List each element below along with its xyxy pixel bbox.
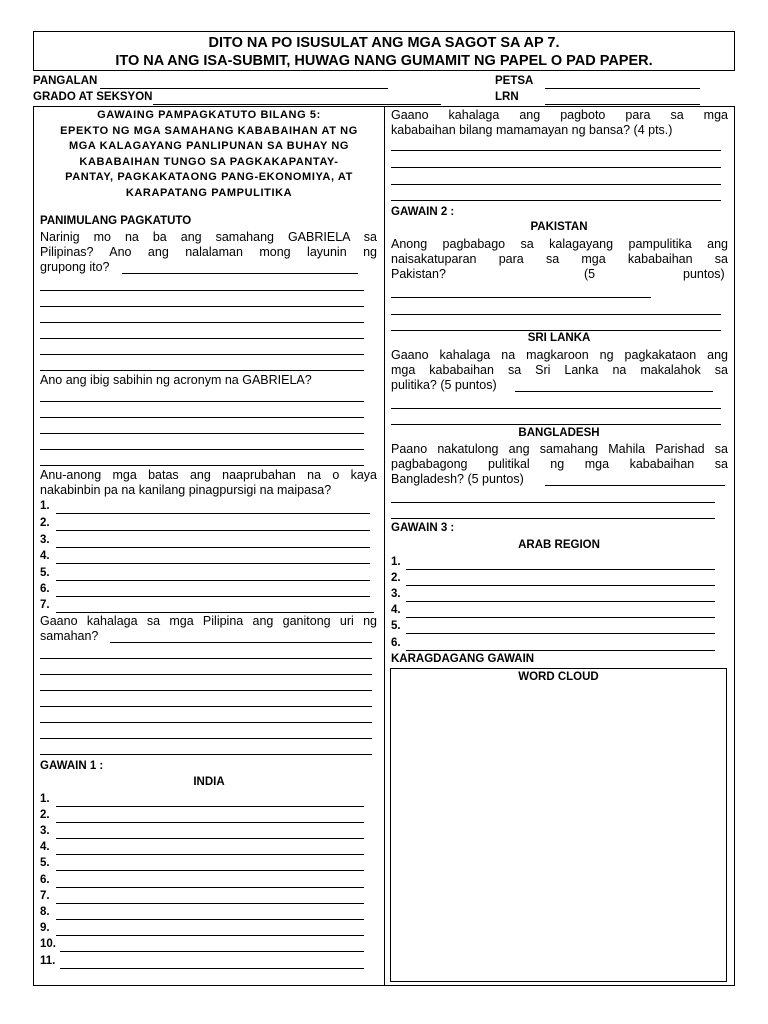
answer-line[interactable] bbox=[40, 465, 364, 466]
answer-line[interactable] bbox=[56, 530, 370, 531]
q3-num: 6. bbox=[40, 583, 50, 595]
arab-num: 4. bbox=[391, 604, 401, 616]
answer-line[interactable] bbox=[391, 150, 721, 151]
arab-num: 3. bbox=[391, 588, 401, 600]
bangladesh-heading: BANGLADESH bbox=[518, 427, 600, 439]
india-num: 10. bbox=[40, 938, 56, 950]
answer-line[interactable] bbox=[545, 485, 725, 486]
q1-line2: Pilipinas? Ano ang nalalaman mong layunin ng bbox=[40, 245, 377, 259]
q4-line2: samahan? bbox=[40, 629, 99, 643]
answer-line[interactable] bbox=[40, 290, 364, 291]
pakistan-q-line3b: (5 bbox=[584, 267, 596, 281]
answer-line[interactable] bbox=[56, 806, 364, 807]
pangalan-label: PANGALAN bbox=[33, 75, 98, 87]
answer-line[interactable] bbox=[56, 580, 370, 581]
india-num: 8. bbox=[40, 906, 50, 918]
answer-line[interactable] bbox=[40, 706, 372, 707]
bangladesh-q-line1: Paano nakatulong ang samahang Mahila Parishad sa bbox=[391, 442, 728, 456]
answer-line[interactable] bbox=[391, 200, 721, 201]
answer-line[interactable] bbox=[110, 642, 372, 643]
gawain2-heading: GAWAIN 2 : bbox=[391, 206, 455, 218]
india-num: 5. bbox=[40, 857, 50, 869]
gawain1-heading: GAWAIN 1 : bbox=[40, 760, 104, 772]
answer-line[interactable] bbox=[56, 547, 370, 548]
india-heading: INDIA bbox=[193, 776, 225, 788]
india-num: 9. bbox=[40, 922, 50, 934]
q3-num: 3. bbox=[40, 534, 50, 546]
answer-line[interactable] bbox=[40, 722, 372, 723]
lrn-field[interactable] bbox=[545, 104, 700, 105]
answer-line[interactable] bbox=[40, 754, 372, 755]
answer-line[interactable] bbox=[56, 563, 370, 564]
q4-line1: Gaano kahalaga sa mga Pilipina ang ganitong uri ng bbox=[40, 614, 377, 628]
pangalan-field[interactable] bbox=[100, 88, 388, 89]
q3-num: 1. bbox=[40, 500, 50, 512]
answer-line[interactable] bbox=[56, 596, 370, 597]
answer-line[interactable] bbox=[56, 822, 364, 823]
pakistan-heading: PAKISTAN bbox=[530, 221, 588, 233]
vote-q-line2: kababaihan bilang mamamayan ng bansa? (4 pts.) bbox=[391, 123, 673, 137]
answer-line[interactable] bbox=[56, 919, 364, 920]
bangladesh-q-line3: Bangladesh? (5 puntos) bbox=[391, 472, 524, 486]
grado-label: GRADO AT SEKSYON bbox=[33, 91, 153, 103]
answer-line[interactable] bbox=[40, 322, 364, 323]
india-num: 3. bbox=[40, 825, 50, 837]
answer-line[interactable] bbox=[515, 391, 713, 392]
vote-q-line1: Gaano kahalaga ang pagboto para sa mga bbox=[391, 108, 728, 122]
header-line-2: ITO NA ANG ISA-SUBMIT, HUWAG NANG GUMAMIT NG PAPEL O PAD PAPER. bbox=[115, 53, 653, 69]
answer-line[interactable] bbox=[391, 184, 721, 185]
answer-line[interactable] bbox=[60, 951, 364, 952]
arab-num: 6. bbox=[391, 637, 401, 649]
answer-line[interactable] bbox=[56, 838, 364, 839]
arab-heading: ARAB REGION bbox=[518, 539, 600, 551]
answer-line[interactable] bbox=[391, 167, 721, 168]
q1-line1: Narinig mo na ba ang samahang GABRIELA sa bbox=[40, 230, 377, 244]
column-divider bbox=[384, 106, 385, 986]
india-num: 6. bbox=[40, 874, 50, 886]
answer-line[interactable] bbox=[406, 650, 715, 651]
answer-line[interactable] bbox=[406, 569, 715, 570]
answer-line[interactable] bbox=[406, 585, 715, 586]
answer-line[interactable] bbox=[56, 870, 364, 871]
answer-line[interactable] bbox=[56, 935, 364, 936]
q3-num: 4. bbox=[40, 550, 50, 562]
grado-field[interactable] bbox=[153, 104, 441, 105]
pakistan-q-line2: naisakatuparan para sa mga kababaihan sa bbox=[391, 252, 728, 266]
answer-line[interactable] bbox=[406, 601, 715, 602]
india-num: 4. bbox=[40, 841, 50, 853]
answer-line[interactable] bbox=[391, 424, 721, 425]
lrn-label: LRN bbox=[495, 91, 519, 103]
srilanka-q-line1: Gaano kahalaga na magkaroon ng pagkakataon ang bbox=[391, 348, 728, 362]
answer-line[interactable] bbox=[40, 658, 372, 659]
india-num: 1. bbox=[40, 793, 50, 805]
answer-line[interactable] bbox=[40, 674, 372, 675]
answer-line[interactable] bbox=[406, 617, 715, 618]
answer-line[interactable] bbox=[40, 338, 364, 339]
india-num: 2. bbox=[40, 809, 50, 821]
bangladesh-q-line2: pagbabagong pulitikal ng mga kababaihan sa bbox=[391, 457, 728, 471]
petsa-field[interactable] bbox=[545, 88, 700, 89]
answer-line[interactable] bbox=[40, 354, 364, 355]
answer-line[interactable] bbox=[56, 612, 374, 613]
answer-line[interactable] bbox=[56, 854, 364, 855]
answer-line[interactable] bbox=[40, 370, 364, 371]
gawain3-heading: GAWAIN 3 : bbox=[391, 522, 455, 534]
answer-line[interactable] bbox=[40, 690, 372, 691]
petsa-label: PETSA bbox=[495, 75, 534, 87]
india-num: 7. bbox=[40, 890, 50, 902]
answer-line[interactable] bbox=[40, 738, 372, 739]
answer-line[interactable] bbox=[406, 633, 715, 634]
header-box bbox=[33, 31, 735, 71]
q1-line3: grupong ito? bbox=[40, 260, 110, 274]
activity-title: GAWAING PAMPAGKATUTO BILANG 5: EPEKTO NG MGA SAMAHANG KABABAIHAN AT NG MGA KALAGAYANG PANLIPUNAN SA BUHAY NG KABABAIHAN TUNGO SA PAGKAKAPANTAY- PANTAY, PAGKAKATAONG PANG-EKONOMIYA, AT KARAPATANG PAMPULITIKA bbox=[60, 109, 358, 199]
q3-num: 5. bbox=[40, 567, 50, 579]
answer-line[interactable] bbox=[40, 306, 364, 307]
answer-line[interactable] bbox=[122, 273, 358, 274]
answer-line[interactable] bbox=[60, 968, 364, 969]
srilanka-q-line2: mga kababaihan sa Sri Lanka na makalahok sa bbox=[391, 363, 728, 377]
q2-text: Ano ang ibig sabihin ng acronym na GABRIELA? bbox=[40, 373, 312, 387]
answer-line[interactable] bbox=[40, 417, 364, 418]
pakistan-q-line1: Anong pagbabago sa kalagayang pampulitika ang bbox=[391, 237, 728, 251]
answer-line[interactable] bbox=[391, 314, 721, 315]
answer-line[interactable] bbox=[40, 401, 364, 402]
answer-line[interactable] bbox=[56, 887, 364, 888]
panimula-heading: PANIMULANG PAGKATUTO bbox=[40, 215, 192, 227]
answer-line[interactable] bbox=[391, 518, 715, 519]
answer-line[interactable] bbox=[40, 449, 364, 450]
pakistan-q-line3c: puntos) bbox=[683, 267, 725, 281]
srilanka-heading: SRI LANKA bbox=[527, 332, 591, 344]
answer-line[interactable] bbox=[56, 903, 364, 904]
header-line-1: DITO NA PO ISUSULAT ANG MGA SAGOT SA AP 7. bbox=[208, 35, 560, 51]
arab-num: 5. bbox=[391, 620, 401, 632]
q3-line1: Anu-anong mga batas ang naaprubahan na o kaya bbox=[40, 468, 377, 482]
answer-line[interactable] bbox=[391, 502, 715, 503]
arab-num: 2. bbox=[391, 572, 401, 584]
arab-num: 1. bbox=[391, 556, 401, 568]
q3-line2: nakabinbin pa na kanilang pinagpursigi na maipasa? bbox=[40, 483, 332, 497]
karagdagan-heading: KARAGDAGANG GAWAIN bbox=[391, 653, 535, 665]
answer-line[interactable] bbox=[40, 433, 364, 434]
q3-num: 7. bbox=[40, 599, 50, 611]
answer-line[interactable] bbox=[56, 513, 370, 514]
pakistan-q-line3a: Pakistan? bbox=[391, 267, 446, 281]
answer-line[interactable] bbox=[391, 297, 651, 298]
q3-num: 2. bbox=[40, 517, 50, 529]
india-num: 11. bbox=[40, 955, 56, 967]
answer-line[interactable] bbox=[391, 408, 721, 409]
answer-line[interactable] bbox=[391, 330, 721, 331]
srilanka-q-line3: pulitika? (5 puntos) bbox=[391, 378, 497, 392]
word-cloud-box[interactable] bbox=[390, 668, 727, 982]
word-cloud-title: WORD CLOUD bbox=[518, 671, 599, 683]
